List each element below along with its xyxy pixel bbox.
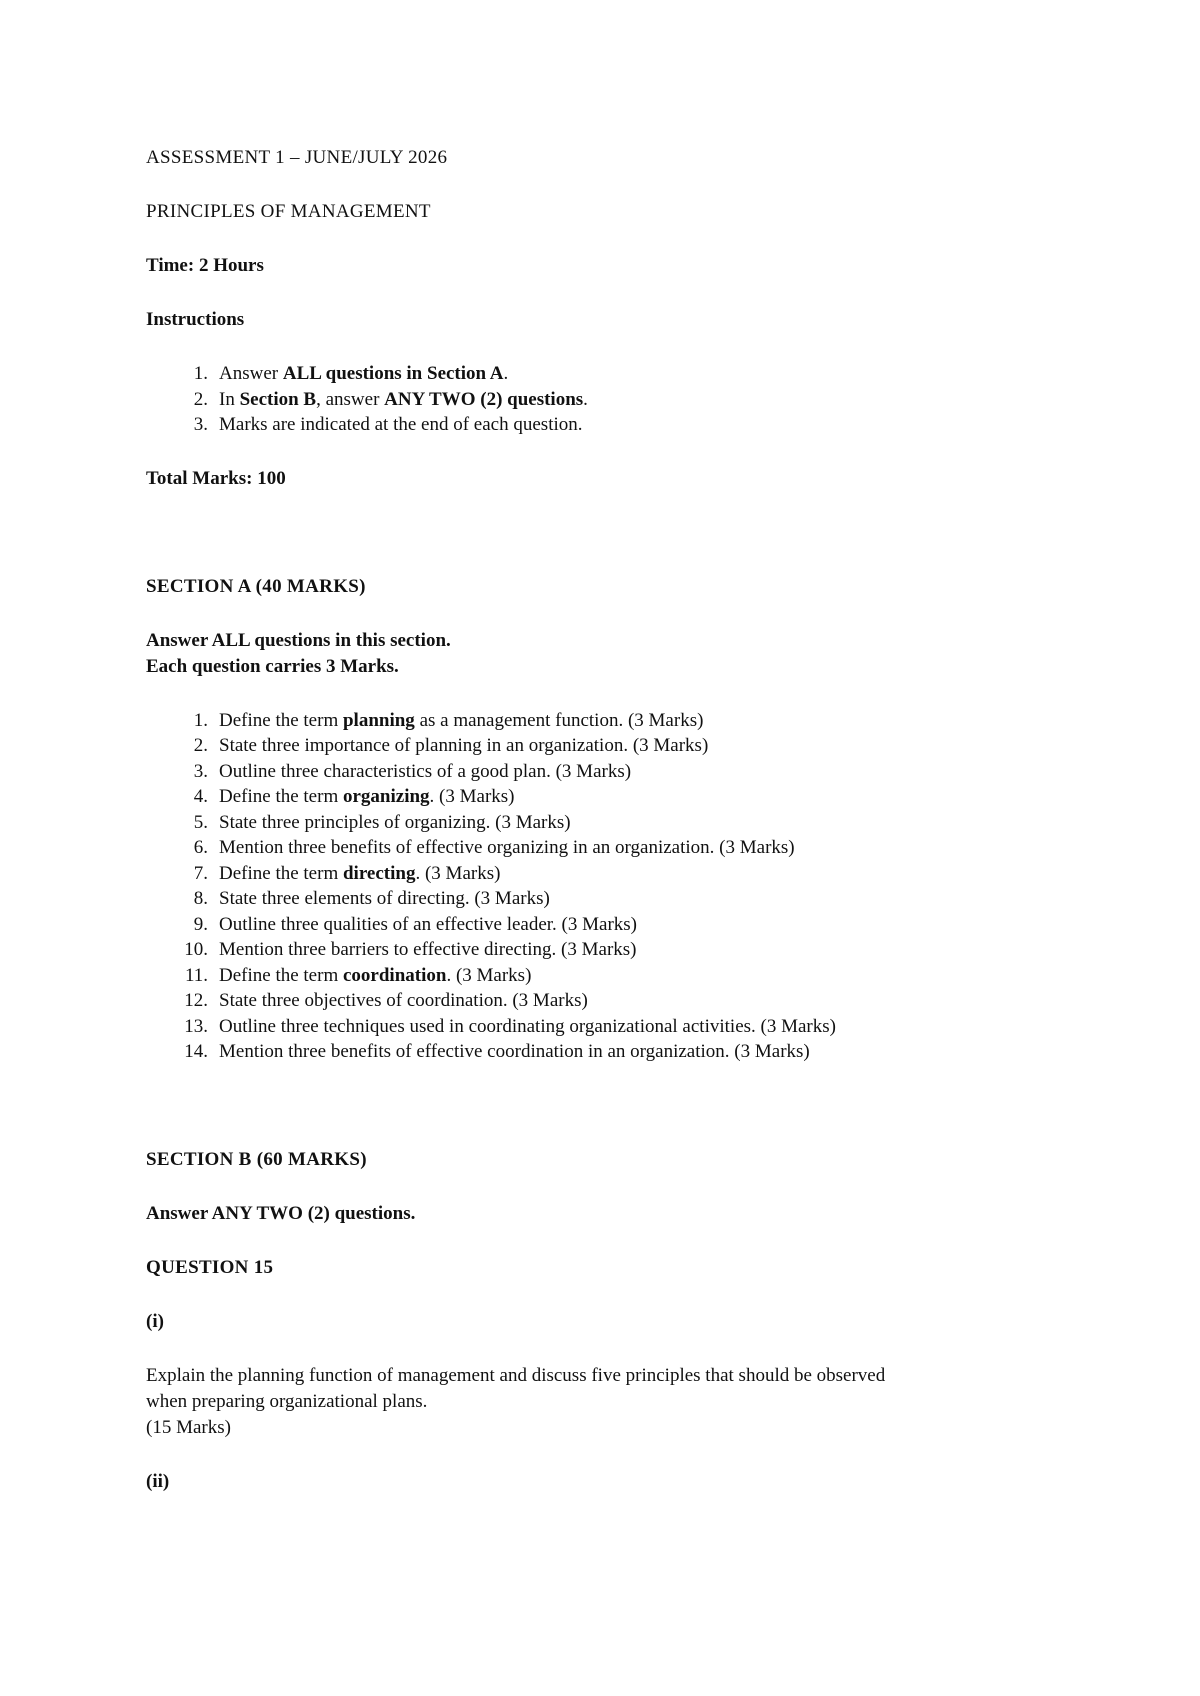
question-15-title: QUESTION 15	[146, 1256, 274, 1278]
question-item: 12. State three objectives of coordination. (3 Marks)	[184, 990, 588, 1011]
total-marks: Total Marks: 100	[146, 467, 286, 489]
instruction-item: 3. Marks are indicated at the end of each question.	[193, 414, 583, 435]
instructions-list	[146, 361, 1046, 438]
section-a-note2: Each question carries 3 Marks.	[146, 655, 399, 677]
instructions-heading: Instructions	[146, 309, 245, 330]
section-a-note1: Answer ALL questions in this section.	[146, 629, 451, 651]
question-item: 11. Define the term coordination. (3 Marks)	[184, 964, 532, 986]
part-i-text-line1: Explain the planning function of management and discuss five principles that should be observed	[146, 1364, 886, 1386]
question-item: 2. State three importance of planning in an organization. (3 Marks)	[193, 735, 709, 756]
assessment-title: ASSESSMENT 1 – JUNE/JULY 2026	[146, 147, 448, 168]
section-a-questions	[146, 708, 1046, 1065]
instruction-item: 2. In Section B, answer ANY TWO (2) questions.	[193, 388, 588, 410]
question-item: 14. Mention three benefits of effective coordination in an organization. (3 Marks)	[184, 1041, 810, 1062]
question-item: 4. Define the term organizing. (3 Marks)	[193, 786, 515, 807]
course-title: PRINCIPLES OF MANAGEMENT	[146, 201, 431, 222]
part-ii-label: (ii)	[146, 1470, 170, 1492]
part-i-marks: (15 Marks)	[146, 1416, 231, 1438]
part-i-label: (i)	[146, 1310, 164, 1332]
section-a-title: SECTION A (40 MARKS)	[146, 575, 366, 597]
question-item: 13. Outline three techniques used in coordinating organizational activities. (3 Marks)	[184, 1015, 836, 1037]
question-item: 7. Define the term directing. (3 Marks)	[193, 862, 501, 884]
question-item: 6. Mention three benefits of effective organizing in an organization. (3 Marks)	[193, 837, 795, 858]
section-b-title: SECTION B (60 MARKS)	[146, 1148, 367, 1170]
question-item: 3. Outline three characteristics of a good plan. (3 Marks)	[193, 760, 632, 782]
question-item: 8. State three elements of directing. (3 Marks)	[193, 888, 550, 909]
part-i-text-line2: when preparing organizational plans.	[146, 1390, 428, 1412]
document-content	[146, 145, 1046, 1495]
time-allowed: Time: 2 Hours	[146, 255, 264, 276]
question-item: 10. Mention three barriers to effective directing. (3 Marks)	[184, 939, 637, 960]
question-item: 5. State three principles of organizing. (3 Marks)	[193, 811, 571, 833]
section-b-note: Answer ANY TWO (2) questions.	[146, 1202, 416, 1224]
question-item: 1. Define the term planning as a management function. (3 Marks)	[193, 709, 704, 731]
instruction-item: 1. Answer ALL questions in Section A.	[193, 363, 509, 384]
question-item: 9. Outline three qualities of an effective leader. (3 Marks)	[193, 913, 638, 935]
